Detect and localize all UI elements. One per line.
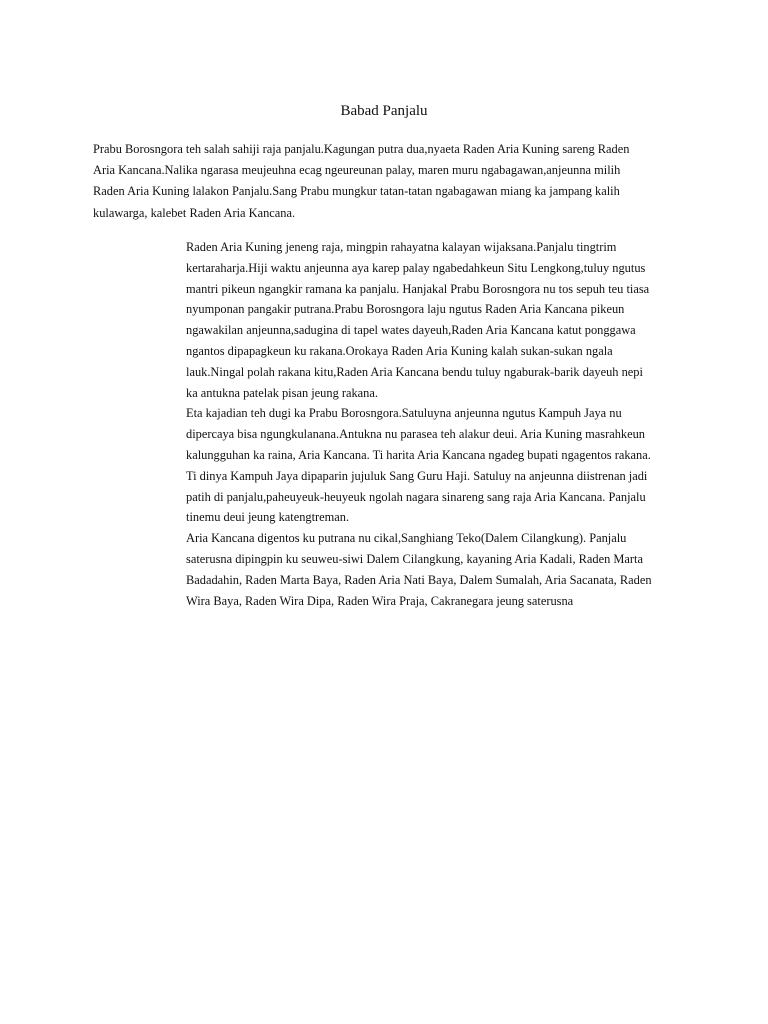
paragraph-line: ka antukna patelak pisan jeung rakana. <box>186 385 378 400</box>
paragraph-line: kalungguhan ka raina, Aria Kancana. Ti harita Aria Kancana ngadeg bupati ngagentos rakana. <box>186 447 651 462</box>
paragraph-line: patih di panjalu,paheuyeuk-heuyeuk ngolah nagara sinareng sang raja Aria Kancana. Panjalu <box>186 489 646 504</box>
paragraph-line: Aria Kancana digentos ku putrana nu cikal,Sanghiang Teko(Dalem Cilangkung). Panjalu <box>186 531 627 546</box>
paragraph-line: ngawakilan anjeunna,sadugina di tapel wates dayeuh,Raden Aria Kancana katut ponggawa <box>186 323 636 338</box>
intro-line: kulawarga, kalebet Raden Aria Kancana. <box>93 205 296 220</box>
paragraph-line: nyumponan pangakir putrana.Prabu Borosngora laju ngutus Raden Aria Kancana pikeun <box>186 302 625 317</box>
paragraph-1 <box>186 237 686 403</box>
paragraph-line: tinemu deui jeung katengtreman. <box>186 510 350 525</box>
intro-line: Raden Aria Kuning lalakon Panjalu.Sang Prabu mungkur tatan-tatan ngabagawan miang ka jampang kalih <box>93 184 620 199</box>
paragraph-line: kertaraharja.Hiji waktu anjeunna aya karep palay ngabedahkeun Situ Lengkong,tuluy ngutus <box>186 260 646 275</box>
intro-line: Prabu Borosngora teh salah sahiji raja panjalu.Kagungan putra dua,nyaeta Raden Aria Kuning sareng Raden <box>93 142 630 156</box>
paragraph-line: Ti dinya Kampuh Jaya dipaparin jujuluk Sang Guru Haji. Satuluy na anjeunna diistrenan jadi <box>186 468 648 483</box>
intro-line: Aria Kancana.Nalika ngarasa meujeuhna ecag ngeureunan palay, maren muru ngabagawan,anjeunna milih <box>93 163 621 178</box>
paragraph-line: mantri pikeun ngangkir ramana ka panjalu. Hanjakal Prabu Borosngora nu tos sepuh teu tiasa <box>186 281 650 296</box>
intro-paragraph <box>93 139 683 224</box>
paragraph-line: lauk.Ningal polah rakana kitu,Raden Aria Kancana bendu tuluy ngaburak-barik dayeuh nepi <box>186 364 643 379</box>
paragraph-3 <box>186 528 686 611</box>
paragraph-line: Eta kajadian teh dugi ka Prabu Borosngora.Satuluyna anjeunna ngutus Kampuh Jaya nu <box>186 406 622 421</box>
paragraph-line: dipercaya bisa ngungkulanana.Antukna nu parasea teh alakur deui. Aria Kuning masrahkeun <box>186 427 645 442</box>
paragraph-line: Wira Baya, Raden Wira Dipa, Raden Wira Praja, Cakranegara jeung saterusna <box>186 593 574 608</box>
paragraph-line: Badadahin, Raden Marta Baya, Raden Aria Nati Baya, Dalem Sumalah, Aria Sacanata, Raden <box>186 572 652 587</box>
paragraph-2 <box>186 403 686 528</box>
document-title: Babad Panjalu <box>340 103 428 119</box>
paragraph-line: saterusna dipingpin ku seuweu-siwi Dalem Cilangkung, kayaning Aria Kadali, Raden Marta <box>186 551 643 566</box>
paragraph-line: Raden Aria Kuning jeneng raja, mingpin rahayatna kalayan wijaksana.Panjalu tingtrim <box>186 240 617 254</box>
paragraph-line: ngantos dipapagkeun ku rakana.Orokaya Raden Aria Kuning kalah sukan-sukan ngala <box>186 343 613 358</box>
indented-section <box>186 237 686 611</box>
